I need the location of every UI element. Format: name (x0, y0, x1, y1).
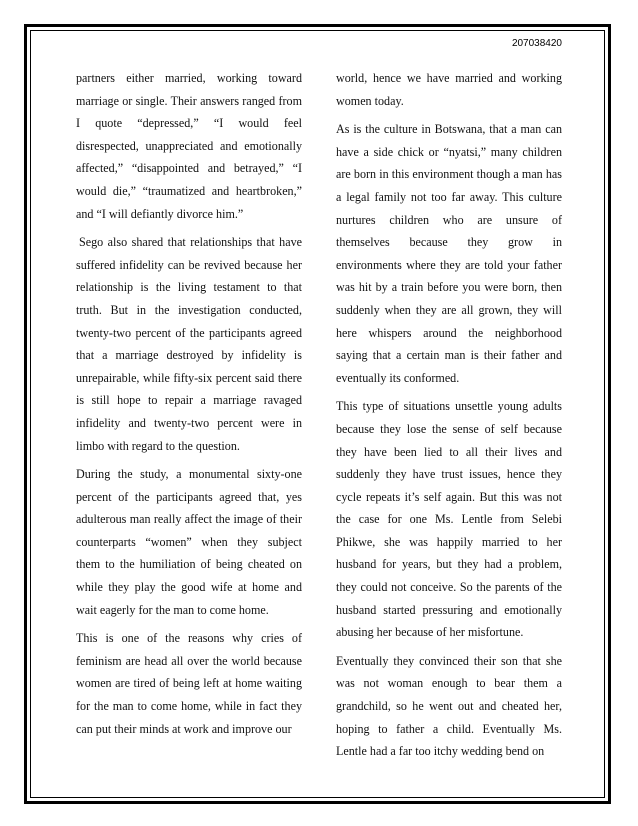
paragraph: This type of situations unsettle young adults because they lose the sense of self because they have been lied to all their lives and suddenly they have trust issues, hence they cycle repeats it’s self again. But this was not the case for one Ms. Lentle from Selebi Phikwe, she was happily married to her husband for years, but they had a problem, they could not conceive. So the parents of the husband started pressuring and emotionally abusing her because of her misfortune. (336, 399, 562, 640)
left-column (76, 67, 302, 746)
paragraph: This is one of the reasons why cries of feminism are head all over the world because women are tired of being left at home waiting for the man to come home, while in fact they can put their minds at work and improve our (76, 631, 302, 736)
paragraph: As is the culture in Botswana, that a man can have a side chick or “nyatsi,” many children are born in this environment though a man has a legal family not too far away. This culture nurtures children who are unsure of themselves because they grow in environments where they are told your father was hit by a train before you were born, then suddenly when they are all grown, they will here whispers around the neighborhood saying that a certain man is their father and eventually its conformed. (336, 122, 562, 385)
paragraph: Eventually they convinced their son that she was not woman enough to bear them a grandchild, so he went out and cheated her, hoping to father a child. Eventually Ms. Lentle had a far too itchy wedding bend on (336, 653, 562, 759)
right-column (336, 67, 562, 769)
paragraph: partners either married, working toward marriage or single. Their answers ranged from I quote “depressed,” “I would feel disrespected, unappreciated and emotionally affected,” “disappointed and betrayed,” “I would die,” “traumatized and heartbroken,” and “I will defiantly divorce him.” (76, 71, 302, 221)
page-id: 207038420 (511, 38, 562, 49)
paragraph: Sego also shared that relationships that have suffered infidelity can be revived because her relationship is the living testament to that truth. But in the investigation conducted, twenty-two percent of the participants agreed that a marriage destroyed by infidelity is unrepairable, while fifty-six percent said there is still hope to repair a marriage ravaged infidelity and twenty-two percent were in limbo with regard to the question. (76, 235, 302, 453)
paragraph: During the study, a monumental sixty-one percent of the participants agreed that, yes adulterous man really affect the image of their counterparts “women” when they subject them to the humiliation of being cheated on while they play the good wife at home and wait eagerly for the man to come home. (76, 467, 302, 617)
paragraph: world, hence we have married and working women today. (336, 71, 562, 108)
